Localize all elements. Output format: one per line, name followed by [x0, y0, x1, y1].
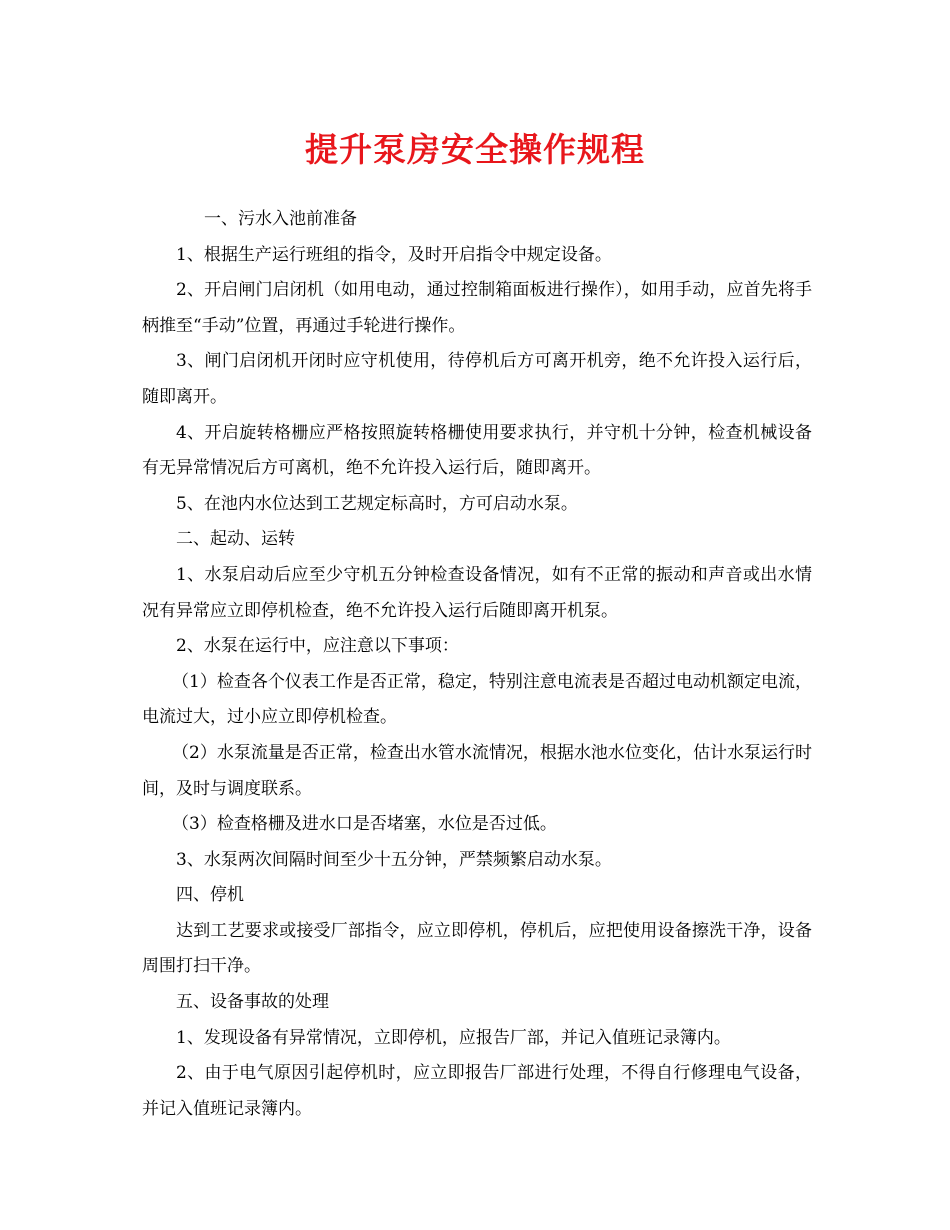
- paragraph: 5、在池内水位达到工艺规定标高时，方可启动水泵。: [176, 493, 578, 514]
- document-title: 提升泵房安全操作规程: [305, 130, 645, 169]
- paragraph: 1、根据生产运行班组的指令，及时开启指令中规定设备。: [176, 244, 612, 265]
- paragraph: 3、水泵两次间隔时间至少十五分钟，严禁频繁启动水泵。: [176, 849, 612, 870]
- paragraph: 3、闸门启闭机开闭时应守机使用，待停机后方可离开机旁，绝不允许投入运行后，随即离开。: [142, 351, 812, 407]
- paragraph: 2、水泵在运行中，应注意以下事项：: [176, 636, 459, 657]
- section-heading-1: 一、污水入池前准备: [204, 209, 357, 229]
- sub-paragraph: （1）检查各个仪表工作是否正常，稳定，特别注意电流表是否超过电动机额定电流，电流过大，过小应立即停机检查。: [142, 671, 812, 728]
- section-heading-5: 五、设备事故的处理: [176, 992, 329, 1013]
- paragraph: 2、由于电气原因引起停机时，应立即报告厂部进行处理，不得自行修理电气设备，并记入值班记录簿内。: [142, 1063, 812, 1119]
- paragraph: 1、水泵启动后应至少守机五分钟检查设备情况，如有不正常的振动和声音或出水情况有异常应立即停机检查，绝不允许投入运行后随即离开机泵。: [142, 564, 812, 621]
- paragraph: 达到工艺要求或接受厂部指令，应立即停机，停机后，应把使用设备擦洗干净，设备周围打扫干净。: [142, 920, 812, 977]
- paragraph: 1、发现设备有异常情况，立即停机，应报告厂部，并记入值班记录簿内。: [176, 1027, 731, 1048]
- paragraph: 4、开启旋转格栅应严格按照旋转格栅使用要求执行，并守机十分钟，检查机械设备有无异常情况后方可离机，绝不允许投入运行后，随即离开。: [142, 422, 812, 479]
- document-body: [142, 202, 812, 1127]
- section-heading-4: 四、停机: [176, 885, 244, 906]
- paragraph: 2、开启闸门启闭机（如用电动，通过控制箱面板进行操作），如用手动，应首先将手柄推至“手动”位置，再通过手轮进行操作。: [142, 280, 812, 336]
- sub-paragraph: （2）水泵流量是否正常，检查出水管水流情况，根据水池水位变化，估计水泵运行时间，及时与调度联系。: [142, 742, 812, 799]
- sub-paragraph: （3）检查格栅及进水口是否堵塞，水位是否过低。: [172, 814, 557, 835]
- section-heading-2: 二、起动、运转: [176, 529, 295, 550]
